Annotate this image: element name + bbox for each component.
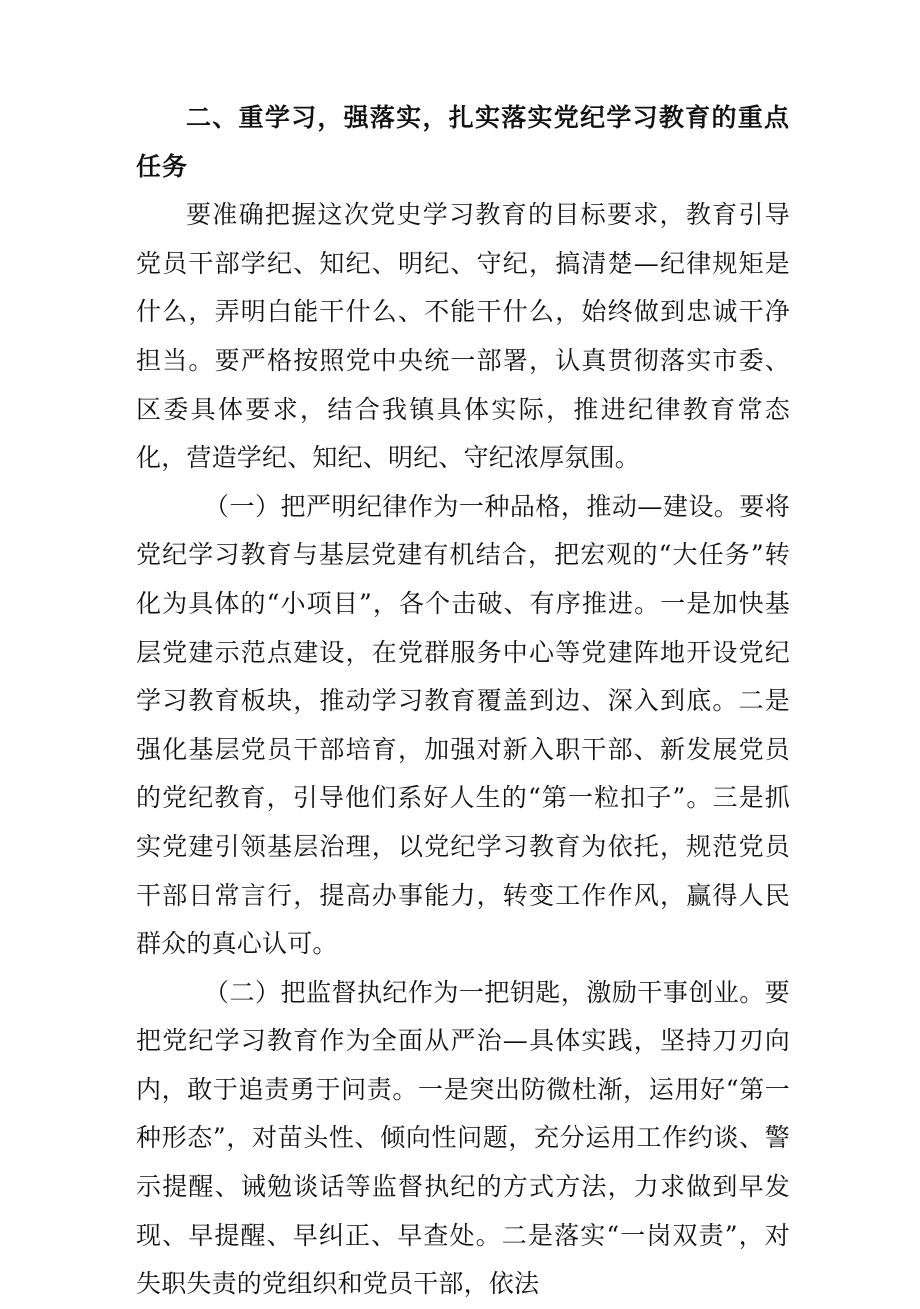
paragraph-item-2: （二）把监督执纪作为一把钥匙，激励干事创业。要把党纪学习教育作为全面从严治—具体实践，坚持刀刃向内，敢于追责勇于问责。一是突出防微杜渐，运用好“第一种形态”，对苗头性、倾向性问题，充分运用工作约谈、警示提醒、诫勉谈话等监督执纪的方式方法，力求做到早发现、早提醒、早纠正、早查处。二是落实“一岗双责”，对失职失责的党组织和党员干部，依法: [136, 977, 790, 1299]
paragraph-item-1: （一）把严明纪律作为一种品格，推动—建设。要将党纪学习教育与基层党建有机结合，把宏观的“大任务”转化为具体的“小项目”，各个击破、有序推进。一是加快基层党建示范点建设，在党群服务中心等党建阵地开设党纪学习教育板块，推动学习教育覆盖到边、深入到底。二是强化基层党员干部培育，加强对新入职干部、新发展党员的党纪教育，引导他们系好人生的“第一粒扣子”。三是抓实党建引领基层治理，以党纪学习教育为依托，规范党员干部日常言行，提高办事能力，转变工作作风，赢得人民群众的真心认可。: [136, 491, 790, 959]
document-body: [136, 94, 790, 1309]
paragraph-intro: 要准确把握这次党史学习教育的目标要求，教育引导党员干部学纪、知纪、明纪、守纪，搞清楚—纪律规矩是什么，弄明白能干什么、不能干什么，始终做到忠诚干净担当。要严格按照党中央统一部署，认真贯彻落实市委、区委具体要求，结合我镇具体实际，推进纪律教育常态化，营造学纪、知纪、明纪、守纪浓厚氛围。: [136, 200, 790, 473]
section-heading: 二、重学习，强落实，扎实落实党纪学习教育的重点任务: [136, 103, 790, 181]
